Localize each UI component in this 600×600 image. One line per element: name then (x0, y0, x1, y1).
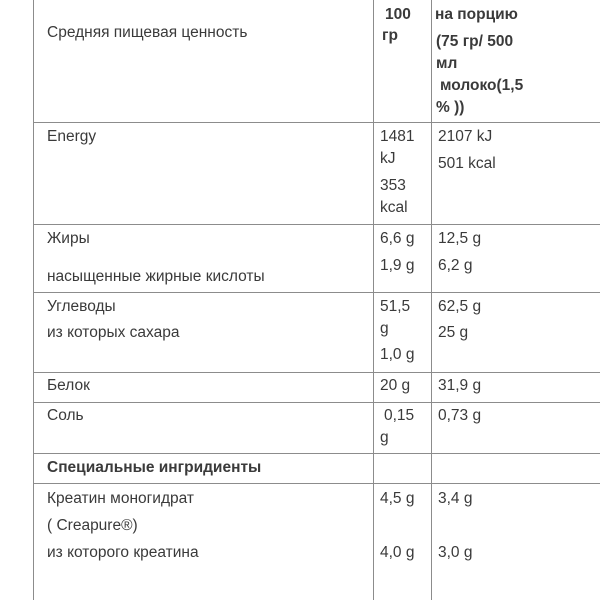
energy-per100-line4: kcal (380, 199, 408, 216)
energy-serving-line1: 2107 kJ (438, 128, 493, 145)
salt-label: Соль (47, 407, 84, 424)
row-divider (33, 122, 600, 123)
sugar-per100: 1,0 g (380, 346, 415, 363)
salt-serving: 0,73 g (438, 407, 482, 424)
carbs-per100-line2: g (380, 320, 389, 337)
protein-label: Белок (47, 377, 90, 394)
header-serving-line4: молоко(1,5 (440, 77, 524, 94)
fat-serving: 12,5 g (438, 230, 482, 247)
energy-per100-line1: 1481 (380, 128, 415, 145)
row-divider (33, 483, 600, 484)
energy-per100-line3: 353 (380, 177, 406, 194)
header-nutrition-label: Средняя пищевая ценность (47, 24, 248, 41)
salt-per100-line2: g (380, 429, 389, 446)
creatine-label-line2: ( Creapure®) (47, 517, 138, 534)
creatine-serving: 3,4 g (438, 490, 473, 507)
column-divider-1 (373, 0, 374, 600)
carbs-label: Углеводы (47, 298, 116, 315)
energy-label: Energy (47, 128, 97, 145)
protein-serving: 31,9 g (438, 377, 482, 394)
creatine-label-line1: Креатин моногидрат (47, 490, 194, 507)
salt-per100-line1: 0,15 (384, 407, 415, 424)
header-serving-line5: % )) (436, 99, 465, 116)
creatine-sub-label: из которого креатина (47, 544, 199, 561)
header-per100-line2: гр (382, 27, 398, 44)
row-divider (33, 224, 600, 225)
header-serving-line2: (75 гр/ 500 (436, 33, 514, 50)
creatine-sub-per100: 4,0 g (380, 544, 415, 561)
row-divider (33, 372, 600, 373)
saturated-fat-per100: 1,9 g (380, 257, 415, 274)
header-per100-line1: 100 (385, 6, 411, 23)
row-divider (33, 292, 600, 293)
energy-serving-line2: 501 kcal (438, 155, 496, 172)
row-divider (33, 453, 600, 454)
fat-per100: 6,6 g (380, 230, 415, 247)
energy-per100-line2: kJ (380, 150, 396, 167)
sugar-serving: 25 g (438, 324, 469, 341)
table-border-left (33, 0, 34, 600)
fat-label: Жиры (47, 230, 90, 247)
creatine-per100: 4,5 g (380, 490, 415, 507)
saturated-fat-serving: 6,2 g (438, 257, 473, 274)
creatine-sub-serving: 3,0 g (438, 544, 473, 561)
carbs-per100-line1: 51,5 (380, 298, 411, 315)
carbs-serving: 62,5 g (438, 298, 482, 315)
header-serving-line1: на порцию (435, 6, 518, 23)
sugar-label: из которых сахара (47, 324, 180, 341)
special-ingredients-heading: Специальные ингридиенты (47, 459, 262, 476)
row-divider (33, 402, 600, 403)
column-divider-2 (431, 0, 432, 600)
protein-per100: 20 g (380, 377, 411, 394)
saturated-fat-label: насыщенные жирные кислоты (47, 268, 265, 285)
header-serving-line3: мл (436, 55, 458, 72)
